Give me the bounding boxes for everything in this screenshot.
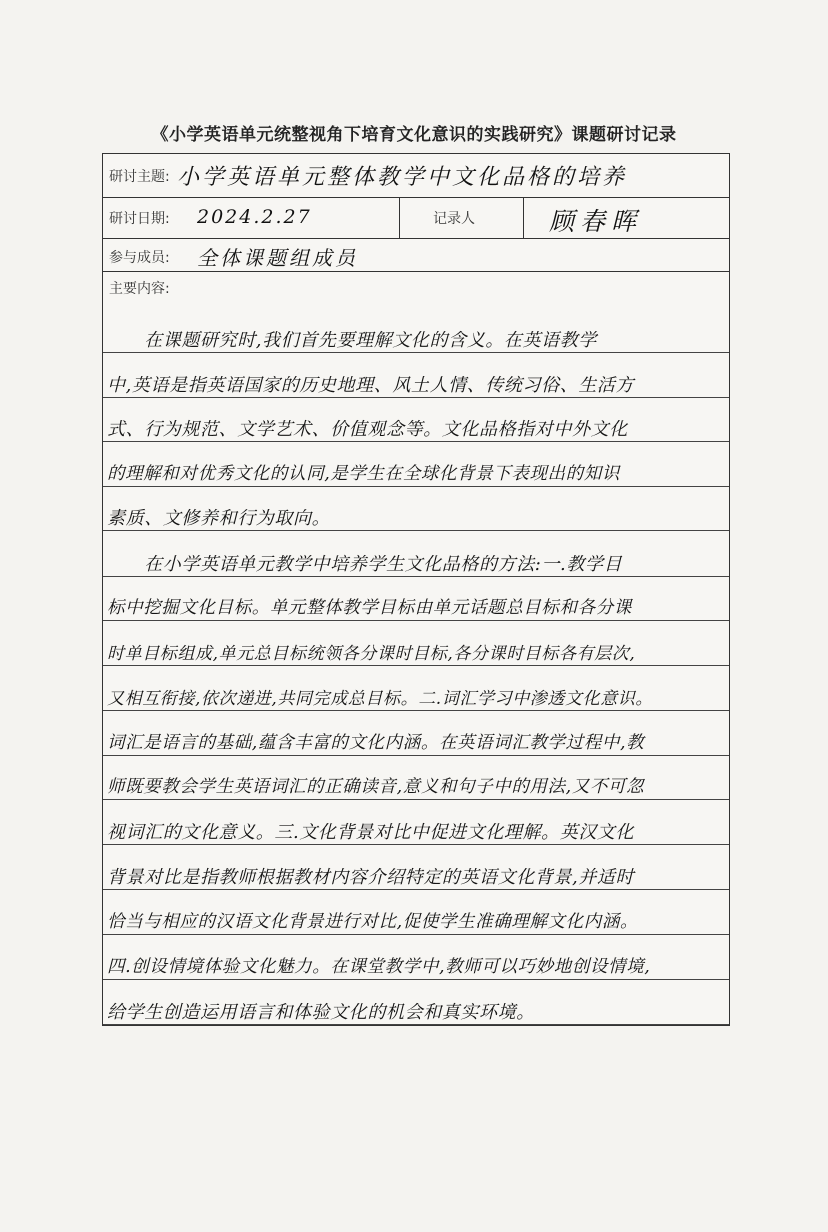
members-label: 参与成员: (109, 250, 170, 266)
ruled-line (103, 979, 729, 980)
research-record-form (102, 153, 730, 1026)
content-line: 视词汇的文化意义。三.文化背景对比中促进文化理解。英汉文化 (107, 822, 635, 843)
content-area (103, 300, 729, 1025)
ruled-line (103, 710, 729, 711)
topic-row (103, 154, 729, 198)
topic-value: 小学英语单元整体教学中文化品格的培养 (177, 165, 628, 190)
content-line: 时单目标组成,单元总目标统领各分课时目标,各分课时目标各有层次, (107, 644, 636, 664)
content-line: 标中挖掘文化目标。单元整体教学目标由单元话题总目标和各分课 (107, 598, 632, 618)
date-value: 2024.2.27 (197, 206, 312, 228)
ruled-line (103, 755, 729, 756)
members-value: 全体课题组成员 (197, 246, 358, 270)
recorder-divider (523, 198, 524, 238)
content-line: 在课题研究时,我们首先要理解文化的含义。在英语教学 (107, 330, 597, 351)
content-line: 中,英语是指英语国家的历史地理、风土人情、传统习俗、生活方 (107, 375, 635, 396)
content-line: 式、行为规范、文学艺术、价值观念等。文化品格指对中外文化 (107, 419, 628, 440)
ruled-line (103, 397, 729, 398)
ruled-line (103, 441, 729, 442)
content-line: 背景对比是指教师根据教材内容介绍特定的英语文化背景,并适时 (107, 867, 635, 888)
content-line: 又相互衔接,依次递进,共同完成总目标。二.词汇学习中渗透文化意识。 (107, 689, 654, 709)
date-label: 研讨日期: (109, 211, 170, 227)
ruled-line (103, 620, 729, 621)
ruled-line (103, 530, 729, 531)
date-divider (399, 198, 400, 238)
recorder-label: 记录人 (433, 211, 475, 227)
ruled-line (103, 576, 729, 577)
ruled-line (103, 844, 729, 845)
topic-label: 研讨主题: (109, 169, 170, 185)
members-row (103, 239, 729, 272)
content-line: 恰当与相应的汉语文化背景进行对比,促使学生准确理解文化内涵。 (107, 912, 639, 932)
page-title: 《小学英语单元统整视角下培育文化意识的实践研究》课题研讨记录 (151, 125, 677, 145)
ruled-line (103, 352, 729, 353)
recorder-value: 顾春晖 (549, 207, 643, 236)
content-line: 给学生创造运用语言和体验文化的机会和真实环境。 (107, 1002, 535, 1023)
ruled-line (103, 799, 729, 800)
ruled-line (103, 934, 729, 935)
content-line: 的理解和对优秀文化的认同,是学生在全球化背景下表现出的知识 (107, 464, 620, 484)
content-line: 素质、文修养和行为取向。 (107, 508, 331, 529)
content-line: 师既要教会学生英语词汇的正确读音,意义和句子中的用法,又不可忽 (107, 777, 645, 797)
content-line: 词汇是语言的基础,蕴含丰富的文化内涵。在英语词汇教学过程中,教 (107, 733, 645, 753)
ruled-line (103, 665, 729, 666)
ruled-line (103, 1024, 729, 1025)
ruled-line (103, 889, 729, 890)
date-row (103, 198, 729, 239)
content-line: 四.创设情境体验文化魅力。在课堂教学中,教师可以巧妙地创设情境, (107, 957, 651, 977)
content-label: 主要内容: (109, 281, 170, 297)
content-line: 在小学英语单元教学中培养学生文化品格的方法:一.教学目 (107, 554, 623, 575)
ruled-line (103, 486, 729, 487)
